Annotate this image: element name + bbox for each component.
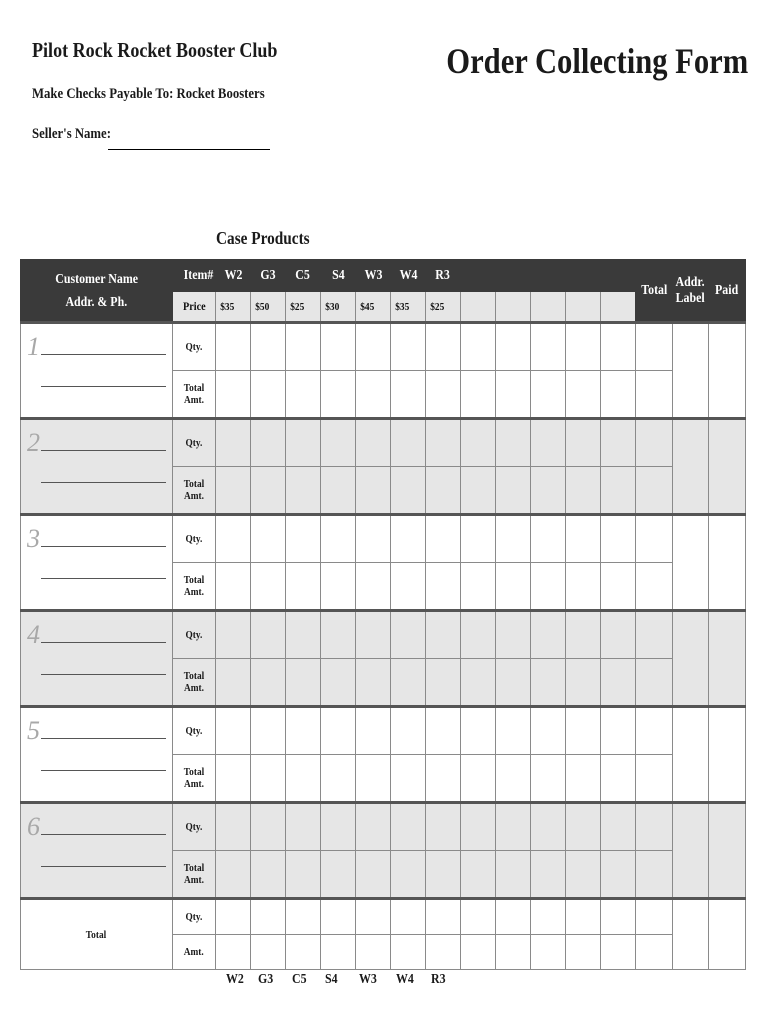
blank-item-header [461,260,496,292]
item-price: $50 [251,292,286,323]
amount-cell[interactable] [566,467,601,515]
customer-address-line[interactable] [41,386,166,387]
amount-cell[interactable] [356,755,391,803]
qty-cell[interactable] [426,803,461,851]
amount-cell[interactable] [391,851,426,899]
qty-cell[interactable] [286,515,321,563]
row-total-amt-cell[interactable] [636,371,673,419]
qty-cell[interactable] [321,803,356,851]
row-total-qty-cell[interactable] [636,707,673,755]
qty-cell[interactable] [216,323,251,371]
customer-name-line[interactable] [41,642,166,643]
amount-cell[interactable] [461,755,496,803]
item-price: $35 [391,292,426,323]
qty-cell[interactable] [461,515,496,563]
qty-cell[interactable] [566,803,601,851]
grand-total-qty-cell[interactable] [601,899,636,935]
amount-cell[interactable] [461,851,496,899]
amount-cell[interactable] [496,755,531,803]
qty-cell[interactable] [391,515,426,563]
item-price: $45 [356,292,391,323]
amount-cell[interactable] [426,467,461,515]
qty-cell[interactable] [531,419,566,467]
qty-cell[interactable] [286,419,321,467]
qty-cell[interactable] [461,323,496,371]
grand-total-amt-cell[interactable] [601,935,636,970]
qty-cell[interactable] [461,707,496,755]
amount-cell[interactable] [531,755,566,803]
customer-name-line[interactable] [41,546,166,547]
grand-total-qty-cell[interactable] [251,899,286,935]
footer-item-code: W2 [226,972,244,987]
qty-cell[interactable] [426,419,461,467]
qty-cell[interactable] [531,707,566,755]
total-amt-label: Total Amt. [173,467,216,515]
blank-price [496,292,531,323]
row-total-amt-cell[interactable] [636,467,673,515]
customer-entry[interactable] [21,803,173,899]
checks-payable-note: Make Checks Payable To: Rocket Boosters [32,86,265,102]
amount-cell[interactable] [251,755,286,803]
amount-cell[interactable] [461,371,496,419]
paid-cell[interactable] [709,611,746,707]
addr-label-cell[interactable] [673,323,709,419]
qty-cell[interactable] [356,611,391,659]
qty-cell[interactable] [601,515,636,563]
grand-total-amt-cell[interactable] [251,935,286,970]
amount-cell[interactable] [566,563,601,611]
qty-cell[interactable] [391,803,426,851]
qty-cell[interactable] [321,515,356,563]
qty-cell[interactable] [321,419,356,467]
qty-cell[interactable] [426,515,461,563]
qty-label: Qty. [173,803,216,851]
customer-name-header: Customer Name [55,271,138,287]
grand-total-qty-cell[interactable] [321,899,356,935]
customer-name-line[interactable] [41,834,166,835]
qty-cell[interactable] [251,419,286,467]
qty-cell[interactable] [496,515,531,563]
customer-entry[interactable] [21,515,173,611]
amount-cell[interactable] [356,467,391,515]
amount-cell[interactable] [356,851,391,899]
customer-name-line[interactable] [41,738,166,739]
qty-label: Qty. [173,419,216,467]
qty-cell[interactable] [321,707,356,755]
item-code-header: G3 [251,260,286,292]
grand-total-qty-cell[interactable] [216,899,251,935]
qty-cell[interactable] [356,707,391,755]
footer-item-code: G3 [258,972,274,987]
seller-name-field[interactable] [108,149,270,150]
amount-cell[interactable] [251,851,286,899]
customer-number: 5 [27,716,40,745]
address-phone-header: Addr. & Ph. [65,294,128,310]
qty-cell[interactable] [496,323,531,371]
total-header: Total [636,260,673,323]
form-title: Order Collecting Form [446,41,748,81]
row-total-amt-cell[interactable] [636,851,673,899]
amount-cell[interactable] [251,371,286,419]
qty-cell[interactable] [391,707,426,755]
amount-cell[interactable] [566,659,601,707]
amount-cell[interactable] [601,371,636,419]
grand-total-amt-cell[interactable] [286,935,321,970]
paid-cell[interactable] [709,419,746,515]
item-code-header: R3 [426,260,461,292]
qty-cell[interactable] [321,611,356,659]
customer-number: 2 [27,428,40,457]
grand-total-amt-cell[interactable] [321,935,356,970]
qty-cell[interactable] [461,611,496,659]
total-amt-label: Total Amt. [173,563,216,611]
amount-cell[interactable] [321,659,356,707]
amount-cell[interactable] [356,659,391,707]
customer-address-line[interactable] [41,482,166,483]
qty-cell[interactable] [251,323,286,371]
amount-cell[interactable] [426,659,461,707]
amount-cell[interactable] [531,371,566,419]
grand-total-qty-cell[interactable] [356,899,391,935]
customer-entry[interactable] [21,323,173,419]
amount-cell[interactable] [321,851,356,899]
item-code-header: W3 [356,260,391,292]
price-label: Price [173,292,216,323]
grand-total-qty-cell[interactable] [566,899,601,935]
qty-cell[interactable] [426,611,461,659]
paid-cell[interactable] [709,707,746,803]
customer-number: 4 [27,620,40,649]
row-total-qty-cell[interactable] [636,803,673,851]
item-code-header: C5 [286,260,321,292]
blank-item-header [531,260,566,292]
customer-entry[interactable] [21,611,173,707]
blank-price [461,292,496,323]
total-qty-label: Qty. [173,899,216,935]
amount-cell[interactable] [461,467,496,515]
qty-cell[interactable] [251,515,286,563]
amount-cell[interactable] [216,659,251,707]
grand-total-amt-cell[interactable] [391,935,426,970]
amount-cell[interactable] [251,563,286,611]
grand-total-qty-cell[interactable] [531,899,566,935]
amount-cell[interactable] [286,467,321,515]
customer-number: 1 [27,332,40,361]
grand-total-amt-cell[interactable] [426,935,461,970]
amount-cell[interactable] [531,659,566,707]
grand-paid-cell[interactable] [709,899,746,970]
qty-cell[interactable] [496,707,531,755]
amount-cell[interactable] [496,851,531,899]
amount-cell[interactable] [356,371,391,419]
qty-cell[interactable] [286,611,321,659]
amount-cell[interactable] [496,563,531,611]
amount-cell[interactable] [286,851,321,899]
addr-label-cell[interactable] [673,707,709,803]
grand-total-amt-cell[interactable] [496,935,531,970]
amount-cell[interactable] [601,851,636,899]
qty-cell[interactable] [356,803,391,851]
amount-cell[interactable] [531,851,566,899]
amount-cell[interactable] [496,371,531,419]
blank-price [566,292,601,323]
qty-cell[interactable] [216,419,251,467]
qty-cell[interactable] [251,611,286,659]
amount-cell[interactable] [566,371,601,419]
amount-cell[interactable] [216,755,251,803]
total-amt-label: Total Amt. [173,659,216,707]
blank-item-header [601,260,636,292]
total-amt-label: Total Amt. [173,371,216,419]
row-total-qty-cell[interactable] [636,419,673,467]
blank-price [601,292,636,323]
qty-cell[interactable] [356,515,391,563]
item-price: $25 [286,292,321,323]
amount-cell[interactable] [286,659,321,707]
customer-address-line[interactable] [41,674,166,675]
qty-cell[interactable] [496,611,531,659]
amount-cell[interactable] [391,755,426,803]
amount-cell[interactable] [286,755,321,803]
amount-cell[interactable] [321,755,356,803]
addr-label-cell[interactable] [673,515,709,611]
amount-cell[interactable] [321,563,356,611]
row-total-qty-cell[interactable] [636,515,673,563]
qty-cell[interactable] [566,515,601,563]
amount-cell[interactable] [601,467,636,515]
row-total-amt-cell[interactable] [636,563,673,611]
qty-cell[interactable] [566,707,601,755]
amount-cell[interactable] [216,467,251,515]
amount-cell[interactable] [601,563,636,611]
row-total-qty-cell[interactable] [636,611,673,659]
addr-label-cell[interactable] [673,803,709,899]
section-title: Case Products [216,228,310,248]
blank-item-header [496,260,531,292]
amount-cell[interactable] [286,371,321,419]
qty-cell[interactable] [566,323,601,371]
qty-cell[interactable] [286,803,321,851]
qty-cell[interactable] [531,611,566,659]
grand-total-qty-sum[interactable] [636,899,673,935]
seller-name-label: Seller's Name: [32,126,111,142]
customer-number: 3 [27,524,40,553]
qty-cell[interactable] [251,803,286,851]
row-total-qty-cell[interactable] [636,323,673,371]
footer-item-code: R3 [431,972,446,987]
amount-cell[interactable] [461,563,496,611]
customer-number: 6 [27,812,40,841]
qty-cell[interactable] [251,707,286,755]
qty-label: Qty. [173,611,216,659]
grand-total-qty-cell[interactable] [391,899,426,935]
row-total-amt-cell[interactable] [636,755,673,803]
paid-cell[interactable] [709,323,746,419]
amount-cell[interactable] [566,755,601,803]
qty-cell[interactable] [496,419,531,467]
customer-header [21,260,173,323]
amount-cell[interactable] [216,563,251,611]
grand-total-amt-sum[interactable] [636,935,673,970]
amount-cell[interactable] [391,467,426,515]
total-amt-label: Amt. [173,935,216,970]
amount-cell[interactable] [531,467,566,515]
qty-cell[interactable] [356,419,391,467]
grand-total-amt-cell[interactable] [566,935,601,970]
qty-cell[interactable] [461,419,496,467]
footer-item-code: W3 [359,972,377,987]
qty-label: Qty. [173,323,216,371]
paid-cell[interactable] [709,803,746,899]
qty-cell[interactable] [321,323,356,371]
grand-total-qty-cell[interactable] [496,899,531,935]
qty-label: Qty. [173,707,216,755]
org-name: Pilot Rock Rocket Booster Club [32,38,278,62]
qty-cell[interactable] [391,611,426,659]
grand-addr-label-cell[interactable] [673,899,709,970]
amount-cell[interactable] [426,371,461,419]
qty-cell[interactable] [566,611,601,659]
amount-cell[interactable] [426,563,461,611]
grand-total-label: Total [21,899,173,970]
amount-cell[interactable] [426,851,461,899]
qty-cell[interactable] [531,323,566,371]
total-amt-label: Total Amt. [173,755,216,803]
qty-cell[interactable] [566,419,601,467]
qty-cell[interactable] [216,803,251,851]
grand-total-amt-cell[interactable] [216,935,251,970]
amount-cell[interactable] [426,755,461,803]
qty-cell[interactable] [601,707,636,755]
qty-cell[interactable] [216,707,251,755]
addr-label-cell[interactable] [673,611,709,707]
amount-cell[interactable] [216,851,251,899]
item-code-header: W2 [216,260,251,292]
qty-cell[interactable] [461,803,496,851]
amount-cell[interactable] [356,563,391,611]
customer-entry[interactable] [21,707,173,803]
customer-address-line[interactable] [41,770,166,771]
amount-cell[interactable] [461,659,496,707]
amount-cell[interactable] [496,659,531,707]
item-price: $35 [216,292,251,323]
qty-cell[interactable] [286,323,321,371]
amount-cell[interactable] [321,371,356,419]
item-label-header: Item# [173,260,216,292]
qty-cell[interactable] [531,803,566,851]
grand-total-qty-cell[interactable] [426,899,461,935]
qty-cell[interactable] [601,323,636,371]
order-table [20,259,746,970]
customer-entry[interactable] [21,419,173,515]
grand-total-amt-cell[interactable] [356,935,391,970]
qty-cell[interactable] [286,707,321,755]
item-price: $25 [426,292,461,323]
amount-cell[interactable] [391,659,426,707]
grand-total-qty-cell[interactable] [461,899,496,935]
item-code-header: S4 [321,260,356,292]
qty-cell[interactable] [531,515,566,563]
item-code-header: W4 [391,260,426,292]
qty-cell[interactable] [391,419,426,467]
qty-cell[interactable] [356,323,391,371]
qty-label: Qty. [173,515,216,563]
footer-item-code: C5 [292,972,307,987]
paid-cell[interactable] [709,515,746,611]
qty-cell[interactable] [601,419,636,467]
amount-cell[interactable] [566,851,601,899]
customer-name-line[interactable] [41,450,166,451]
qty-cell[interactable] [216,611,251,659]
amount-cell[interactable] [601,755,636,803]
blank-item-header [566,260,601,292]
qty-cell[interactable] [391,323,426,371]
qty-cell[interactable] [426,707,461,755]
total-amt-label: Total Amt. [173,851,216,899]
amount-cell[interactable] [601,659,636,707]
amount-cell[interactable] [531,563,566,611]
grand-total-amt-cell[interactable] [461,935,496,970]
item-price: $30 [321,292,356,323]
grand-total-qty-cell[interactable] [286,899,321,935]
amount-cell[interactable] [391,371,426,419]
qty-cell[interactable] [601,611,636,659]
qty-cell[interactable] [496,803,531,851]
customer-address-line[interactable] [41,578,166,579]
blank-price [531,292,566,323]
addr-label-cell[interactable] [673,419,709,515]
paid-header: Paid [709,260,746,323]
amount-cell[interactable] [251,467,286,515]
amount-cell[interactable] [286,563,321,611]
footer-item-code: S4 [325,972,338,987]
amount-cell[interactable] [216,371,251,419]
amount-cell[interactable] [496,467,531,515]
grand-total-amt-cell[interactable] [531,935,566,970]
qty-cell[interactable] [216,515,251,563]
footer-item-code: W4 [396,972,414,987]
customer-address-line[interactable] [41,866,166,867]
amount-cell[interactable] [321,467,356,515]
amount-cell[interactable] [391,563,426,611]
row-total-amt-cell[interactable] [636,659,673,707]
amount-cell[interactable] [251,659,286,707]
addr-label-header: Addr. Label [673,260,709,323]
qty-cell[interactable] [601,803,636,851]
qty-cell[interactable] [426,323,461,371]
customer-name-line[interactable] [41,354,166,355]
